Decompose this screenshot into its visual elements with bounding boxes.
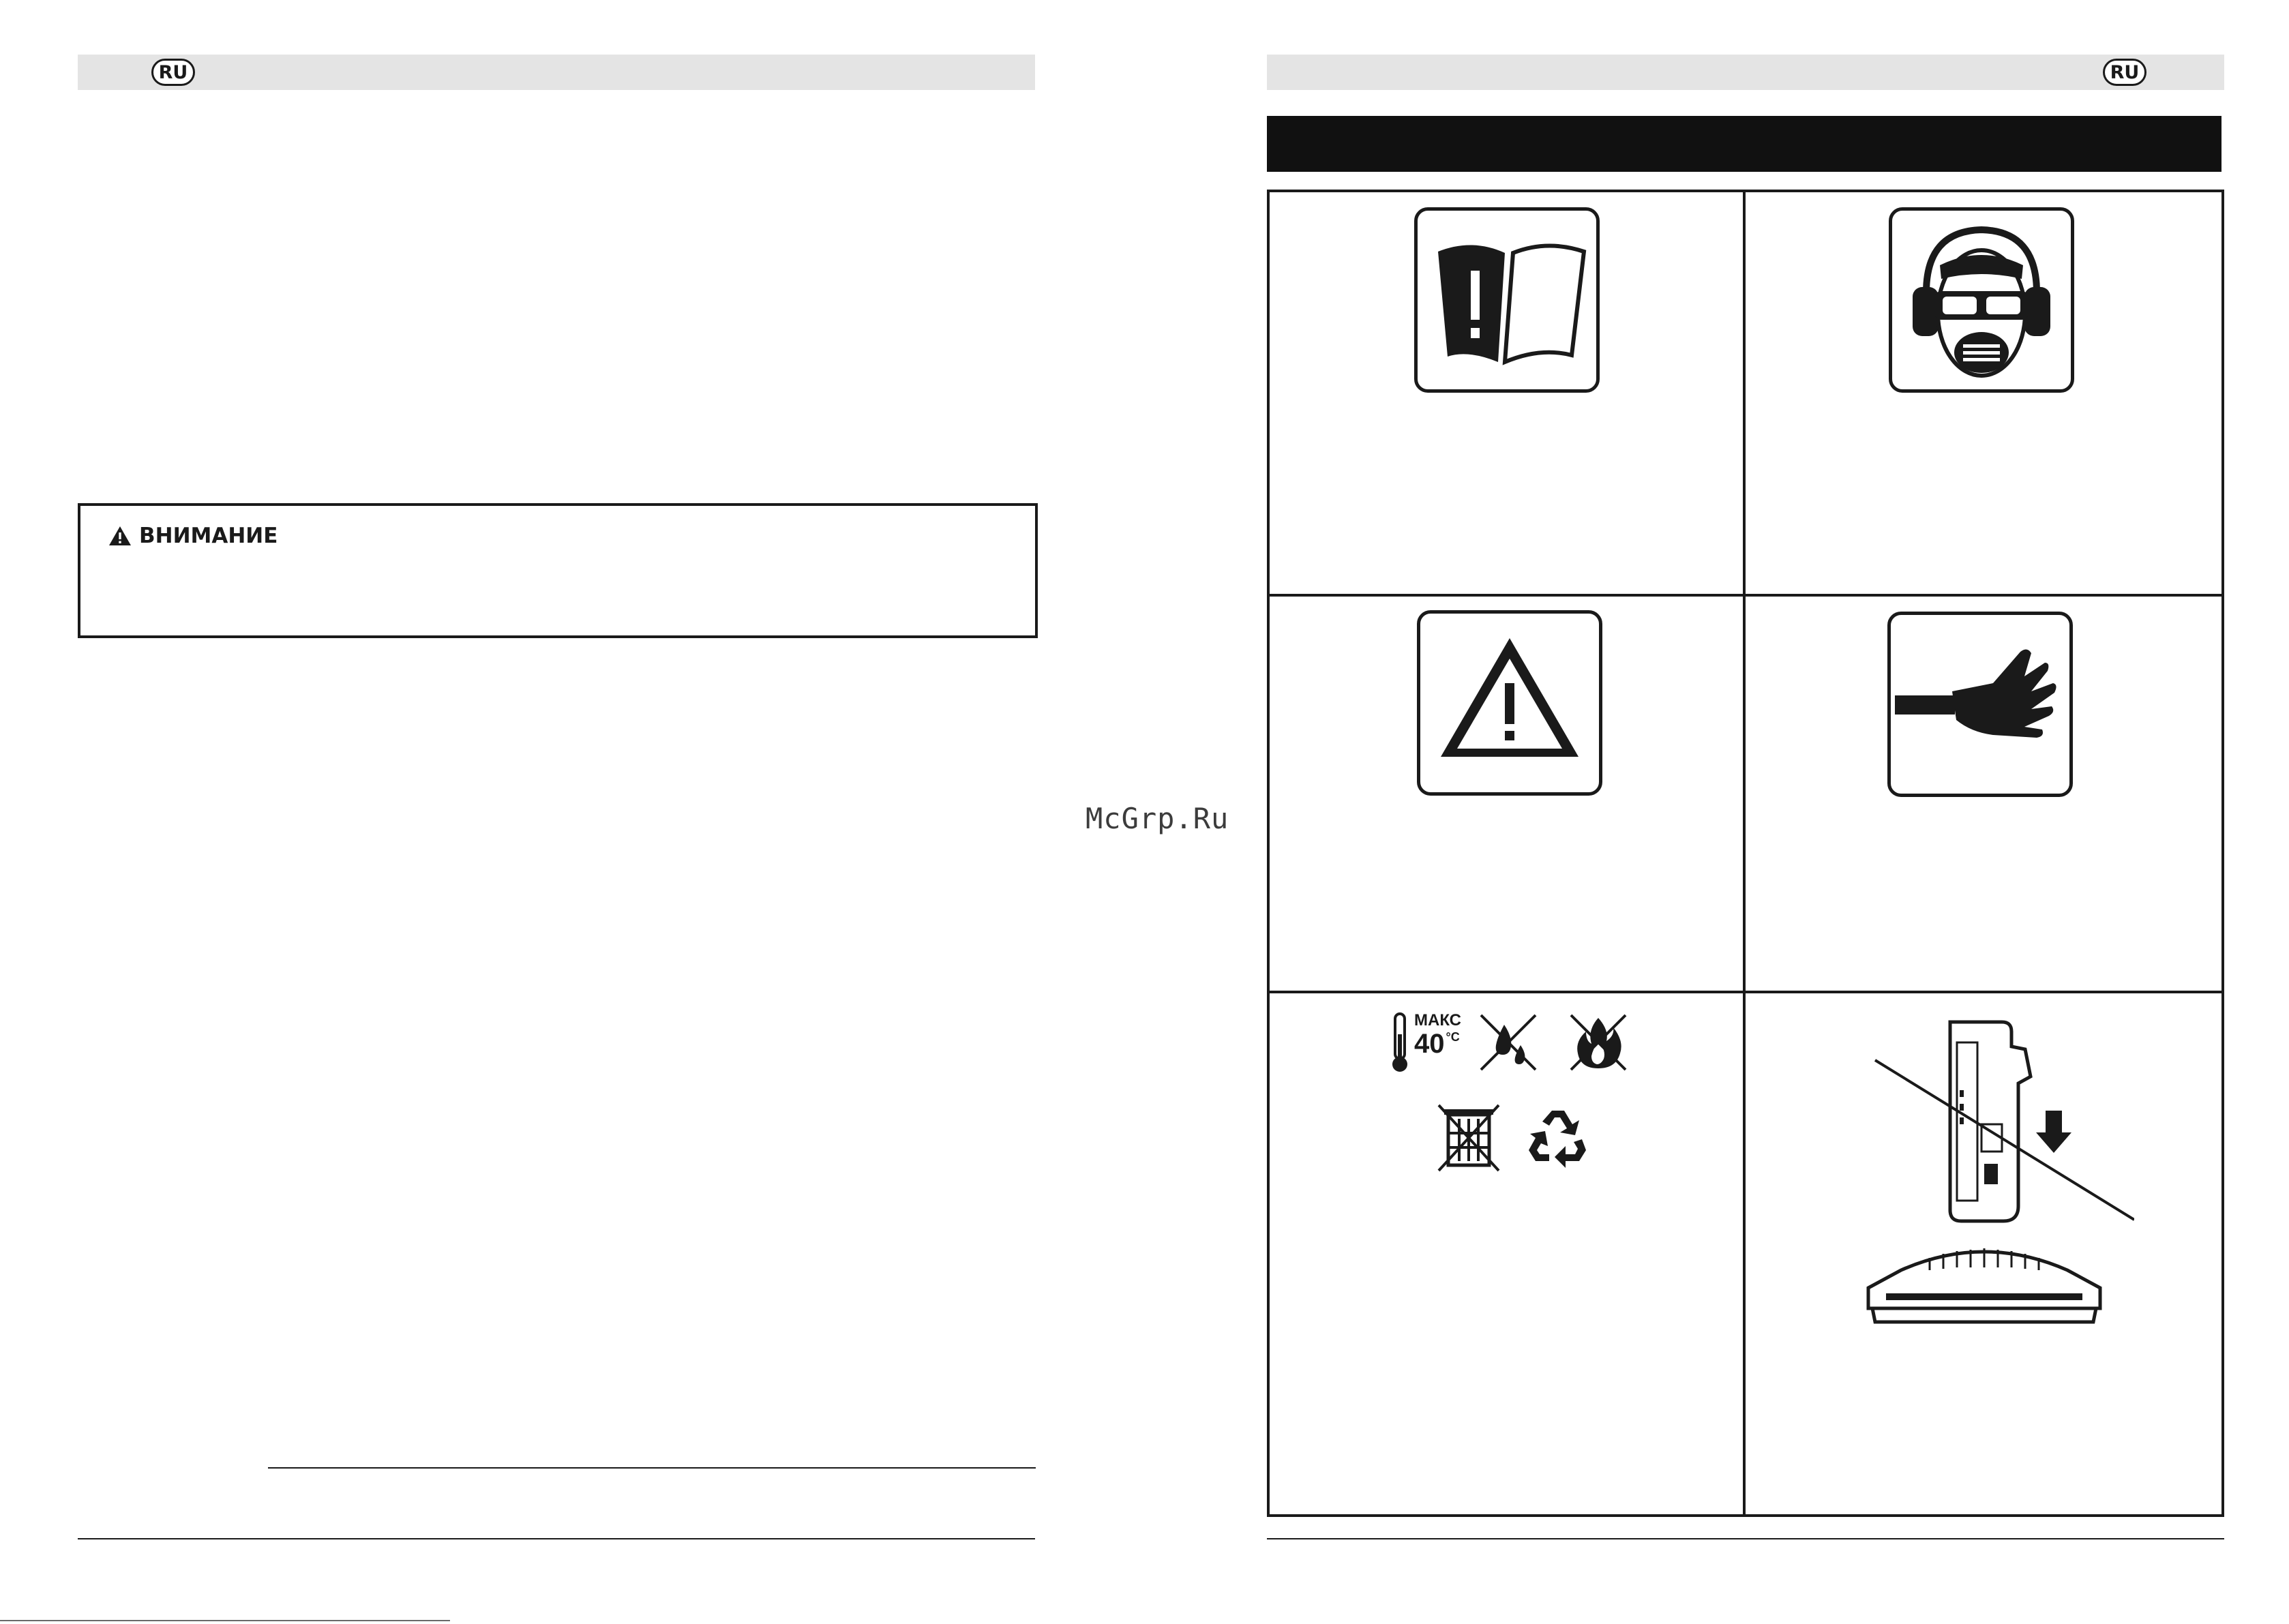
protective-gear-icon <box>1889 207 2074 393</box>
left-footnote-rule <box>268 1467 1036 1469</box>
right-footer-rule <box>1267 1538 2224 1539</box>
temperature-unit: °C <box>1446 1030 1460 1044</box>
left-bottom-edge-mark <box>0 1620 450 1621</box>
symbol-cell-hand-injury <box>1746 597 2221 993</box>
no-water-icon <box>1477 1011 1540 1074</box>
right-page-header-bar <box>1267 55 2224 90</box>
warning-triangle-small-icon <box>108 525 132 547</box>
symbol-cell-warning <box>1270 597 1746 993</box>
left-page-header-bar <box>78 55 1035 90</box>
hand-injury-icon <box>1887 612 2073 797</box>
read-manual-icon <box>1414 207 1600 393</box>
warning-heading <box>108 524 278 548</box>
temperature-label: МАКС <box>1414 1011 1461 1029</box>
no-fire-icon <box>1567 1011 1630 1074</box>
recycle-icon <box>1525 1104 1590 1169</box>
no-household-waste-icon <box>1436 1102 1501 1173</box>
symbol-cell-protective-gear <box>1746 192 2221 597</box>
symbols-grid <box>1267 190 2224 1517</box>
warning-triangle-icon <box>1417 610 1602 796</box>
watermark: McGrp.Ru <box>1086 802 1229 835</box>
warning-box <box>78 503 1038 638</box>
symbol-cell-charger <box>1746 993 2221 1514</box>
section-title-band <box>1267 116 2221 172</box>
warning-title: ВНИМАНИЕ <box>139 524 278 548</box>
temperature-value: 40 <box>1414 1029 1445 1059</box>
symbol-cell-read-manual <box>1270 192 1746 597</box>
temperature-icon <box>1388 1011 1463 1074</box>
left-footer-rule <box>78 1538 1035 1539</box>
left-language-badge: RU <box>151 59 195 86</box>
right-language-badge: RU <box>2103 59 2146 86</box>
charger-insert-icon <box>1848 1008 2134 1336</box>
symbol-cell-storage <box>1270 993 1746 1514</box>
